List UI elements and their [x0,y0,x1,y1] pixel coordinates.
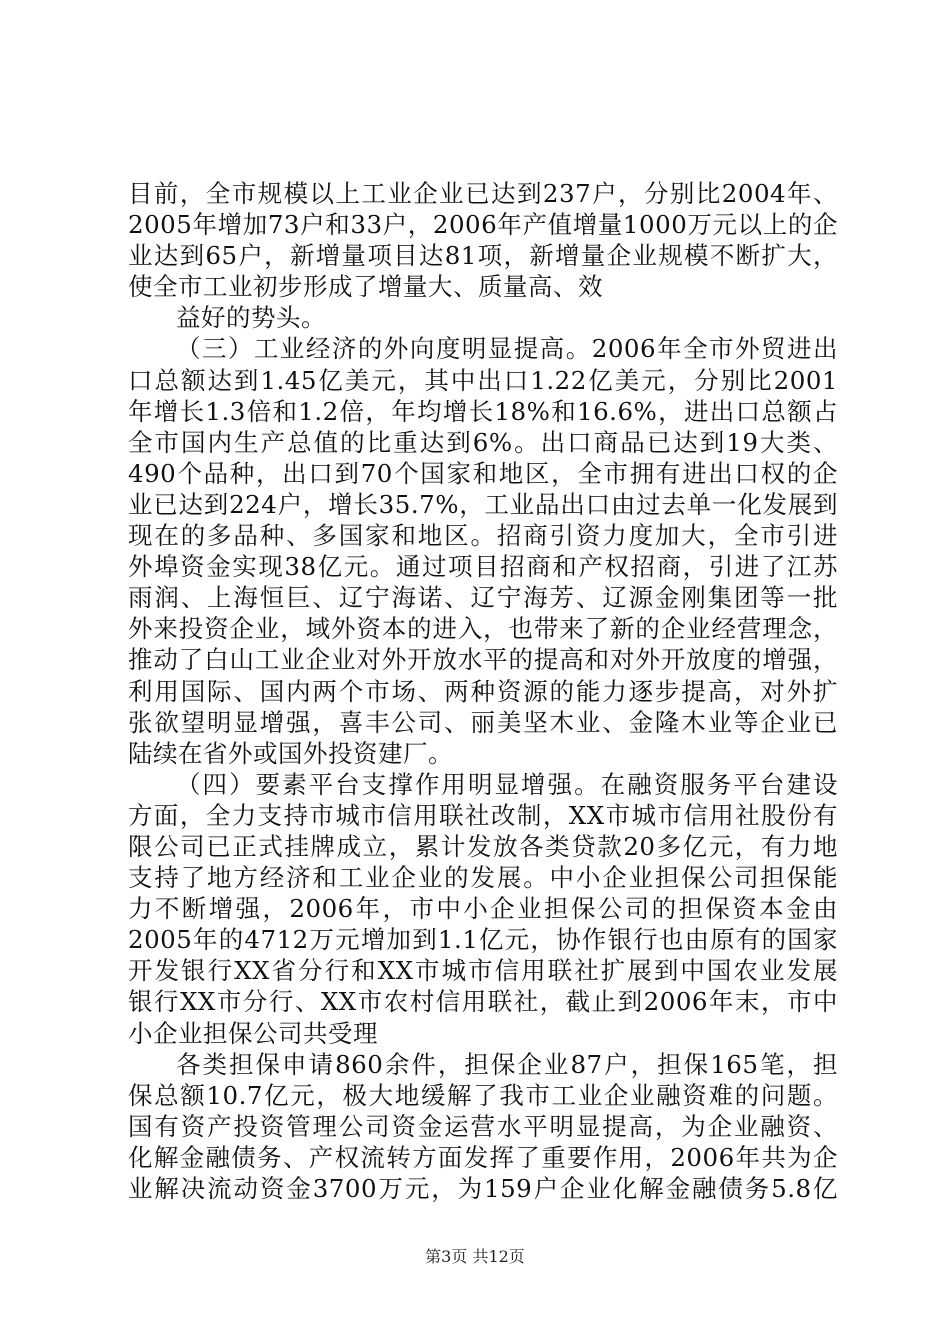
text-line: 口总额达到1.45亿美元，其中出口1.22亿美元，分别比2001 [128,365,838,395]
text-line: 保总额10.7亿元，极大地缓解了我市工业企业融资难的问题。 [128,1080,838,1110]
body-text [128,178,838,1204]
text-line: （四）要素平台支撑作用明显增强。在融资服务平台建设 [176,769,838,799]
text-line: （三）工业经济的外向度明显提高。2006年全市外贸进出 [176,334,838,364]
text-line: 力不断增强，2006年，市中小企业担保公司的担保资本金由 [128,894,838,924]
text-line: 业已达到224户，增长35.7%，工业品出口由过去单一化发展到 [128,489,838,519]
text-line: 开发银行XX省分行和XX市城市信用联社扩展到中国农业发展 [128,956,838,986]
text-line: 使全市工业初步形成了增量大、质量高、效 [128,272,603,302]
text-line: 国有资产投资管理公司资金运营水平明显提高，为企业融资、 [128,1111,838,1141]
text-line: 外来投资企业，域外资本的进入，也带来了新的企业经营理念， [128,614,838,644]
text-line: 2005年增加73户和33户，2006年产值增量1000万元以上的企 [128,210,838,240]
text-line: 业达到65户，新增量项目达81项，新增量企业规模不断扩大， [128,241,838,271]
text-line: 雨润、上海恒巨、辽宁海诺、辽宁海芳、辽源金刚集团等一批 [128,583,838,613]
text-line: 业解决流动资金3700万元，为159户企业化解金融债务5.8亿 [128,1174,838,1203]
text-line: 2005年的4712万元增加到1.1亿元，协作银行也由原有的国家 [128,925,838,955]
text-line: 小企业担保公司共受理 [128,1018,378,1048]
page-footer: 第3页 共12页 [425,1247,525,1266]
text-line: 现在的多品种、多国家和地区。招商引资力度加大，全市引进 [128,521,838,551]
text-line: 年增长1.3倍和1.2倍，年均增长18%和16.6%，进出口总额占 [128,396,838,426]
text-line: 推动了白山工业企业对外开放水平的提高和对外开放度的增强， [128,645,838,675]
text-line: 陆续在省外或国外投资建厂。 [128,738,453,768]
text-line: 目前，全市规模以上工业企业已达到237户，分别比2004年、 [128,179,838,208]
text-line: 利用国际、国内两个市场、两种资源的能力逐步提高，对外扩 [128,676,838,706]
text-line: 各类担保申请860余件，担保企业87户，担保165笔，担 [176,1049,838,1079]
text-line: 支持了地方经济和工业企业的发展。中小企业担保公司担保能 [128,863,838,893]
text-line: 化解金融债务、产权流转方面发挥了重要作用，2006年共为企 [128,1142,838,1172]
text-line: 全市国内生产总值的比重达到6%。出口商品已达到19大类、 [128,427,838,457]
text-line: 银行XX市分行、XX市农村信用联社，截止到2006年末，市中 [128,987,838,1017]
text-line: 益好的势头。 [176,303,326,333]
text-line: 限公司已正式挂牌成立，累计发放各类贷款20多亿元，有力地 [128,831,838,861]
text-line: 方面，全力支持市城市信用联社改制，XX市城市信用社股份有 [128,800,838,830]
text-line: 490个品种，出口到70个国家和地区，全市拥有进出口权的企 [128,458,838,488]
text-line: 外埠资金实现38亿元。通过项目招商和产权招商，引进了江苏 [128,552,838,582]
text-line: 张欲望明显增强，喜丰公司、丽美坚木业、金隆木业等企业已 [128,707,838,737]
